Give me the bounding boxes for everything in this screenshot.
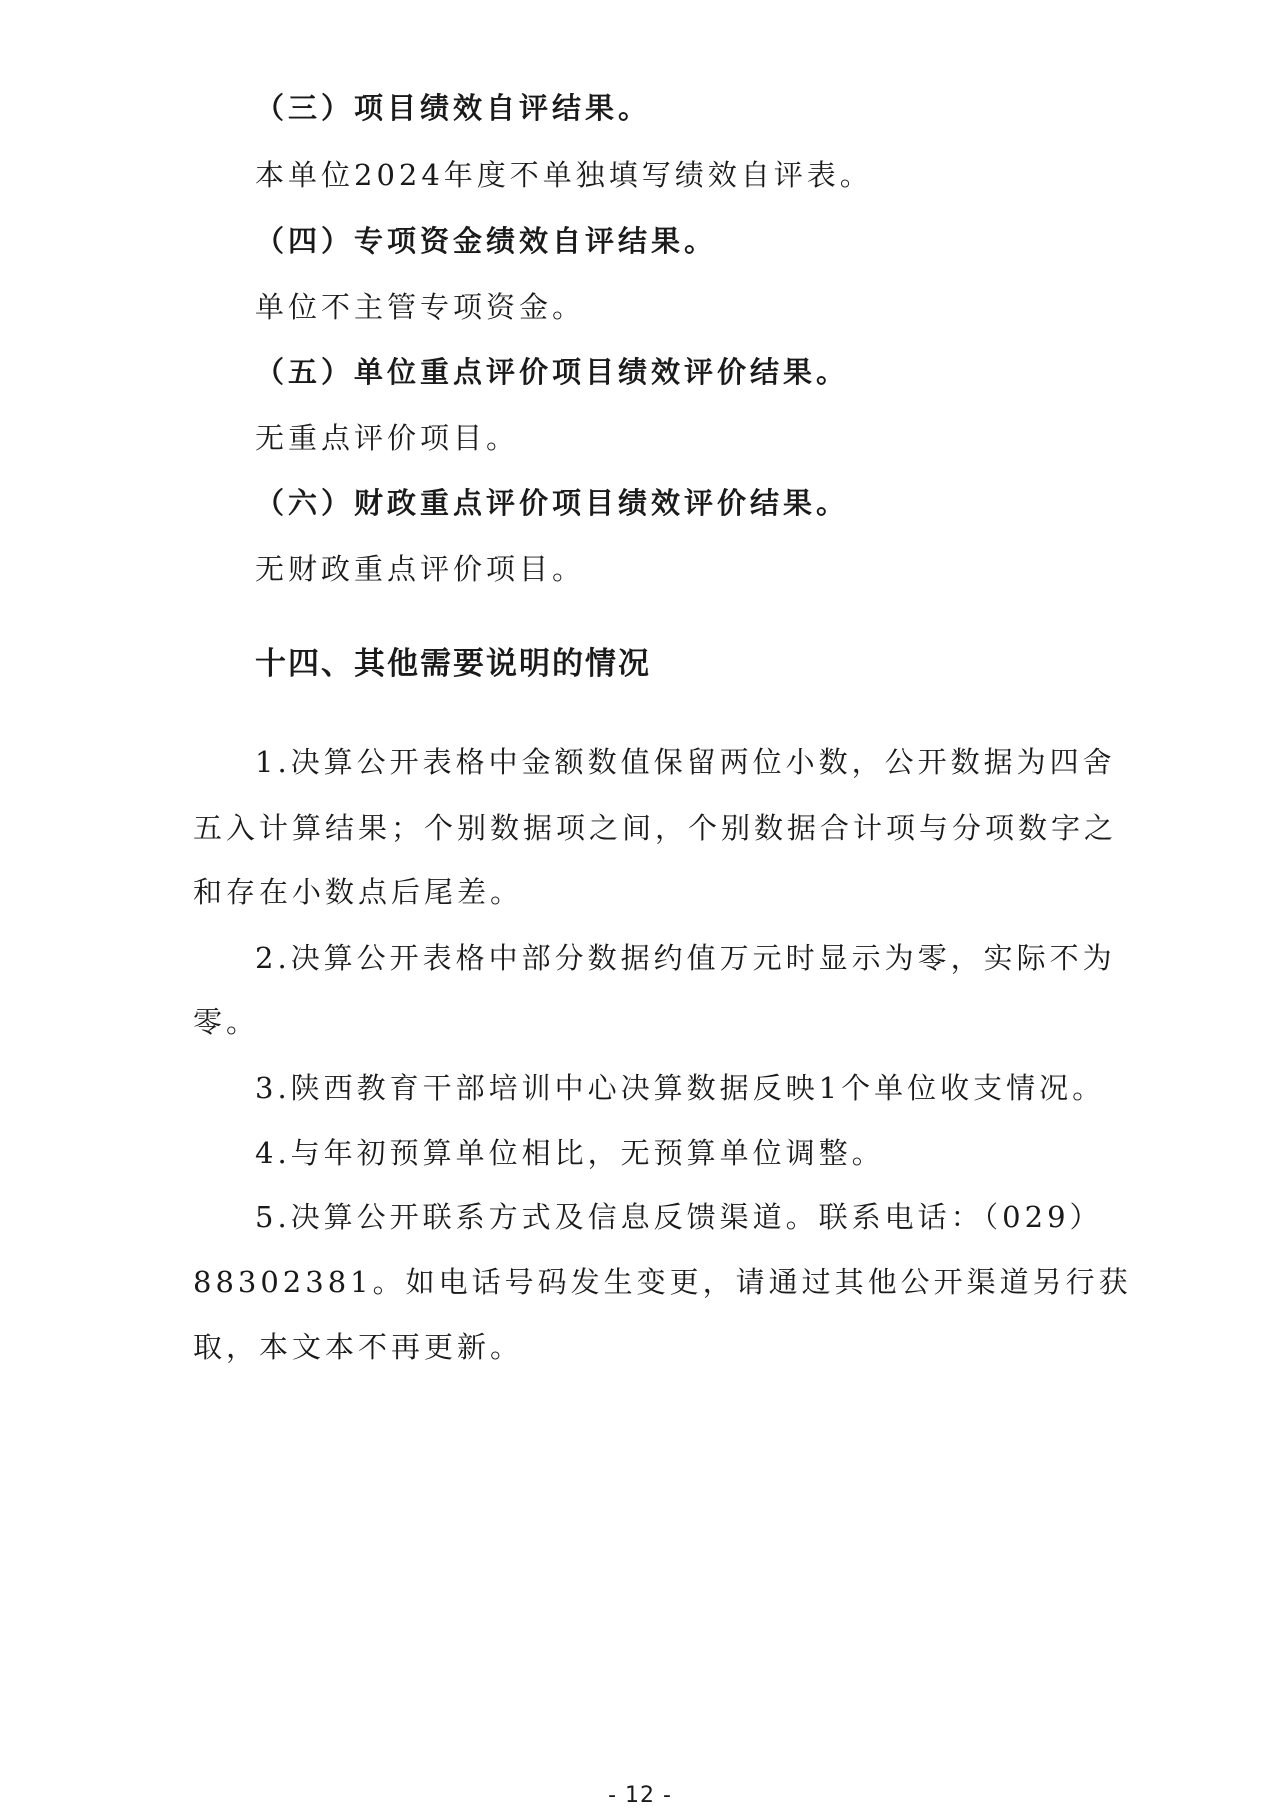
item-1-line-2: 五入计算结果；个别数据项之间，个别数据合计项与分项数字之 (193, 811, 1118, 845)
item-5-line-1: 5.决算公开联系方式及信息反馈渠道。联系电话：（029） (255, 1200, 1103, 1234)
section-14-title: 十四、其他需要说明的情况 (255, 646, 651, 682)
page-number: - 12 - (608, 1783, 672, 1808)
item-3: 3.陕西教育干部培训中心决算数据反映1个单位收支情况。 (255, 1071, 1106, 1105)
item-2-line-2: 零。 (193, 1005, 260, 1039)
item-5-line-2: 88302381。如电话号码发生变更，请通过其他公开渠道另行获 (193, 1265, 1132, 1299)
item-1-line-3: 和存在小数点后尾差。 (193, 875, 524, 909)
item-2-line-1: 2.决算公开表格中部分数据约值万元时显示为零，实际不为 (255, 941, 1116, 975)
subsection-3-body: 本单位2024年度不单独填写绩效自评表。 (255, 158, 873, 192)
item-4: 4.与年初预算单位相比，无预算单位调整。 (255, 1136, 885, 1170)
subsection-4-heading: （四）专项资金绩效自评结果。 (255, 224, 718, 258)
subsection-5-heading: （五）单位重点评价项目绩效评价结果。 (255, 355, 850, 389)
subsection-4-body: 单位不主管专项资金。 (255, 290, 586, 324)
subsection-6-heading: （六）财政重点评价项目绩效评价结果。 (255, 486, 850, 520)
subsection-6-body: 无财政重点评价项目。 (255, 552, 586, 586)
item-5-line-3: 取，本文本不再更新。 (193, 1330, 524, 1364)
subsection-5-body: 无重点评价项目。 (255, 421, 520, 455)
item-1-line-1: 1.决算公开表格中金额数值保留两位小数，公开数据为四舍 (255, 745, 1116, 779)
subsection-3-heading: （三）项目绩效自评结果。 (255, 91, 652, 125)
